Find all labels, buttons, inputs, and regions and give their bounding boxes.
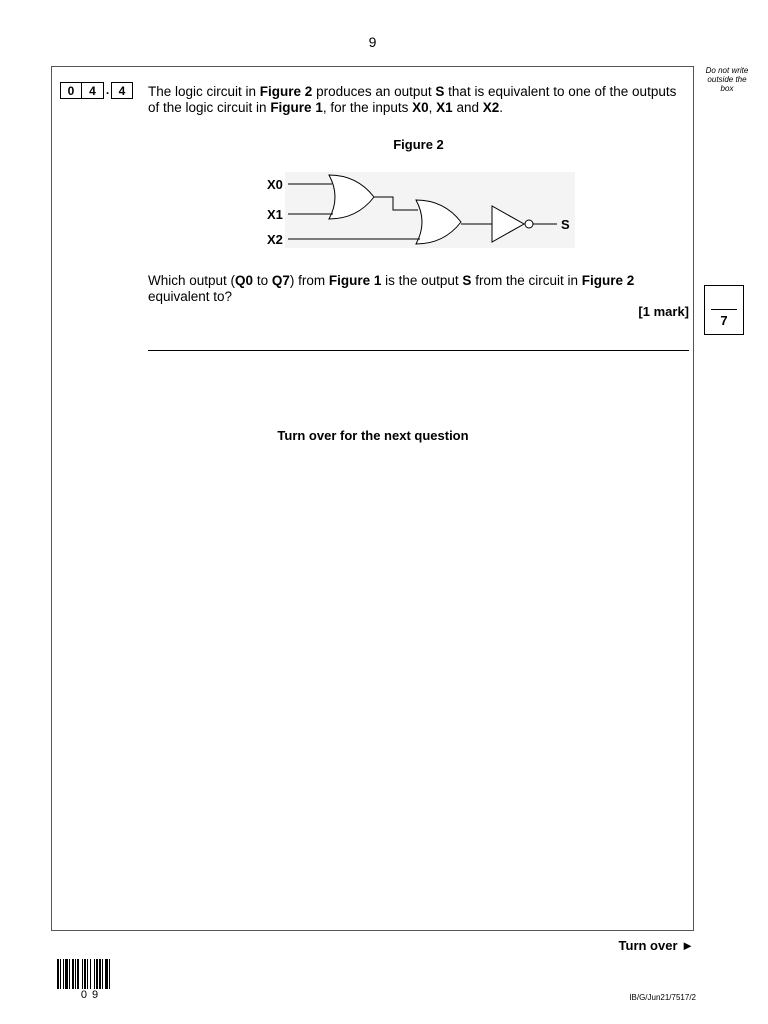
margin-note-line: outside the [707, 75, 747, 84]
barcode-bar [109, 959, 110, 989]
barcode-bar [102, 959, 103, 989]
barcode-bar [90, 959, 91, 989]
emphasized-text: X1 [436, 100, 453, 115]
marks-box-divider [711, 309, 737, 310]
text-run: . [499, 100, 503, 115]
emphasized-text: Q7 [271, 273, 290, 288]
barcode-bar [77, 959, 79, 989]
barcode-bar [65, 959, 68, 989]
barcode-bar [72, 959, 74, 989]
text-run: Which output ( [148, 273, 236, 288]
barcode-bar [99, 959, 101, 989]
barcode-bar [75, 959, 76, 989]
question-number [60, 82, 133, 99]
text-run: from the circuit in [471, 273, 582, 288]
barcode-bar [105, 959, 108, 989]
barcode-bar [96, 959, 98, 989]
barcode-bar [57, 959, 59, 989]
mark-allocation: [1 mark] [638, 304, 689, 319]
emphasized-text: Figure 1 [270, 100, 323, 115]
text-run: , for the inputs [322, 100, 413, 115]
question-part-digit: 4 [111, 82, 133, 99]
not-gate-bubble [525, 220, 533, 228]
question-number-digit: 0 [60, 82, 82, 99]
input-label-x2: X2 [267, 232, 283, 247]
page-number: 9 [368, 34, 377, 50]
emphasized-text: Figure 2 [259, 84, 313, 99]
figure-title: Figure 2 [393, 137, 444, 152]
barcode-icon [56, 959, 128, 989]
barcode-bar [94, 959, 95, 989]
emphasized-text: Figure 1 [328, 273, 382, 288]
barcode-bar [60, 959, 61, 989]
input-label-x0: X0 [267, 177, 283, 192]
text-run: The logic circuit in [148, 84, 260, 99]
barcode-bar [87, 959, 88, 989]
text-run: that is equivalent to one of the outputs of the logic circuit in [148, 84, 677, 115]
emphasized-text: X0 [412, 100, 429, 115]
question-number-digit: 4 [82, 82, 104, 99]
question-prompt [148, 273, 688, 305]
margin-note-line: box [720, 84, 734, 93]
text-run: produces an output [312, 84, 436, 99]
question-number-dot: . [105, 83, 110, 97]
margin-note [698, 66, 756, 93]
input-label-x1: X1 [267, 207, 283, 222]
emphasized-text: S [435, 84, 445, 99]
turn-over-instruction: Turn over for the next question [277, 428, 469, 443]
emphasized-text: S [462, 273, 472, 288]
text-run: ) from [289, 273, 329, 288]
output-label-s: S [561, 217, 570, 232]
text-run: , [428, 100, 437, 115]
text-run: and [452, 100, 483, 115]
barcode-number: 09 [80, 989, 104, 1001]
emphasized-text: Figure 2 [581, 273, 635, 288]
margin-note-line: Do not write [705, 66, 749, 75]
text-run: equivalent to? [148, 289, 233, 304]
answer-line[interactable] [148, 350, 689, 351]
text-run: is the output [381, 273, 463, 288]
marks-total: 7 [720, 313, 728, 328]
barcode-bar [82, 959, 83, 989]
barcode-bar [63, 959, 64, 989]
emphasized-text: X2 [482, 100, 500, 115]
barcode-bar [69, 959, 70, 989]
paper-reference-code: IB/G/Jun21/7517/2 [629, 993, 696, 1002]
text-run: to [253, 273, 272, 288]
emphasized-text: Q0 [235, 273, 254, 288]
turn-over-label: Turn over ► [618, 938, 694, 953]
logic-circuit-diagram [255, 168, 585, 250]
barcode-bar [84, 959, 86, 989]
question-text [148, 84, 678, 116]
